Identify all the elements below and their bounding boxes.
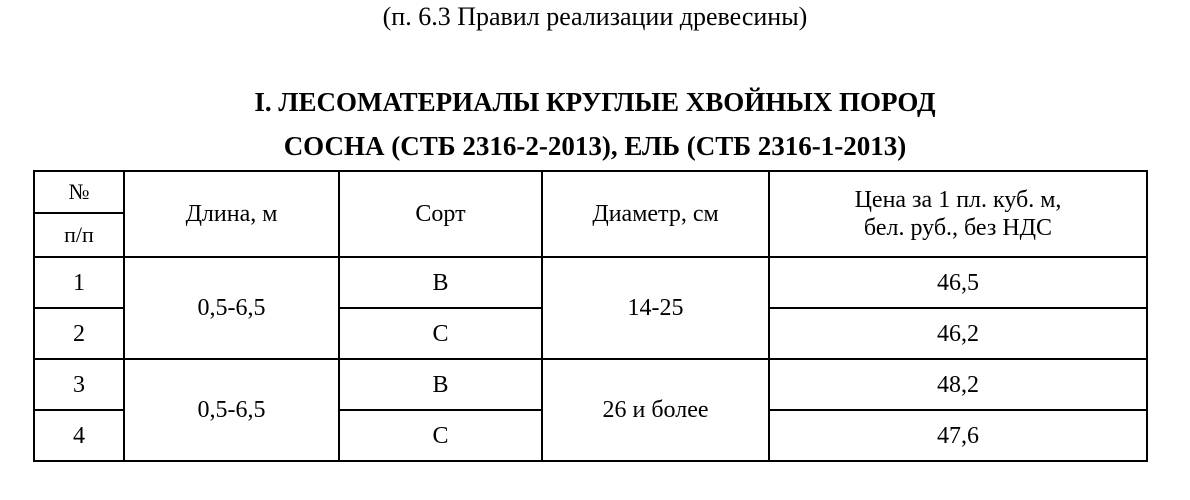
row-index: 1 [34, 257, 124, 308]
row-index: 4 [34, 410, 124, 461]
length-value: 0,5-6,5 [124, 257, 339, 359]
grade-value: В [339, 257, 542, 308]
header-price-line1: Цена за 1 пл. куб. м, [854, 187, 1062, 213]
table-row [34, 257, 1147, 308]
price-value: 46,5 [769, 257, 1147, 308]
price-value: 48,2 [769, 359, 1147, 410]
price-table [33, 170, 1148, 462]
species-heading: СОСНА (СТБ 2316-2-2013), ЕЛЬ (СТБ 2316-1-2013) [283, 131, 907, 161]
price-value: 46,2 [769, 308, 1147, 359]
header-diameter: Диаметр, см [542, 171, 769, 257]
grade-value: С [339, 410, 542, 461]
header-length: Длина, м [124, 171, 339, 257]
section-heading: I. ЛЕСОМАТЕРИАЛЫ КРУГЛЫЕ ХВОЙНЫХ ПОРОД [254, 87, 936, 117]
header-grade: Сорт [339, 171, 542, 257]
row-index: 2 [34, 308, 124, 359]
table-header-row [34, 171, 1147, 213]
header-price [769, 171, 1147, 257]
grade-value: В [339, 359, 542, 410]
price-value: 47,6 [769, 410, 1147, 461]
header-price-line2: бел. руб., без НДС [863, 215, 1053, 241]
length-value: 0,5-6,5 [124, 359, 339, 461]
header-number: № [34, 171, 124, 213]
table-row [34, 359, 1147, 410]
grade-value: С [339, 308, 542, 359]
diameter-value: 26 и более [542, 359, 769, 461]
row-index: 3 [34, 359, 124, 410]
diameter-value: 14-25 [542, 257, 769, 359]
header-row-number: п/п [34, 213, 124, 257]
document-subtitle: (п. 6.3 Правил реализации древесины) [382, 2, 808, 31]
